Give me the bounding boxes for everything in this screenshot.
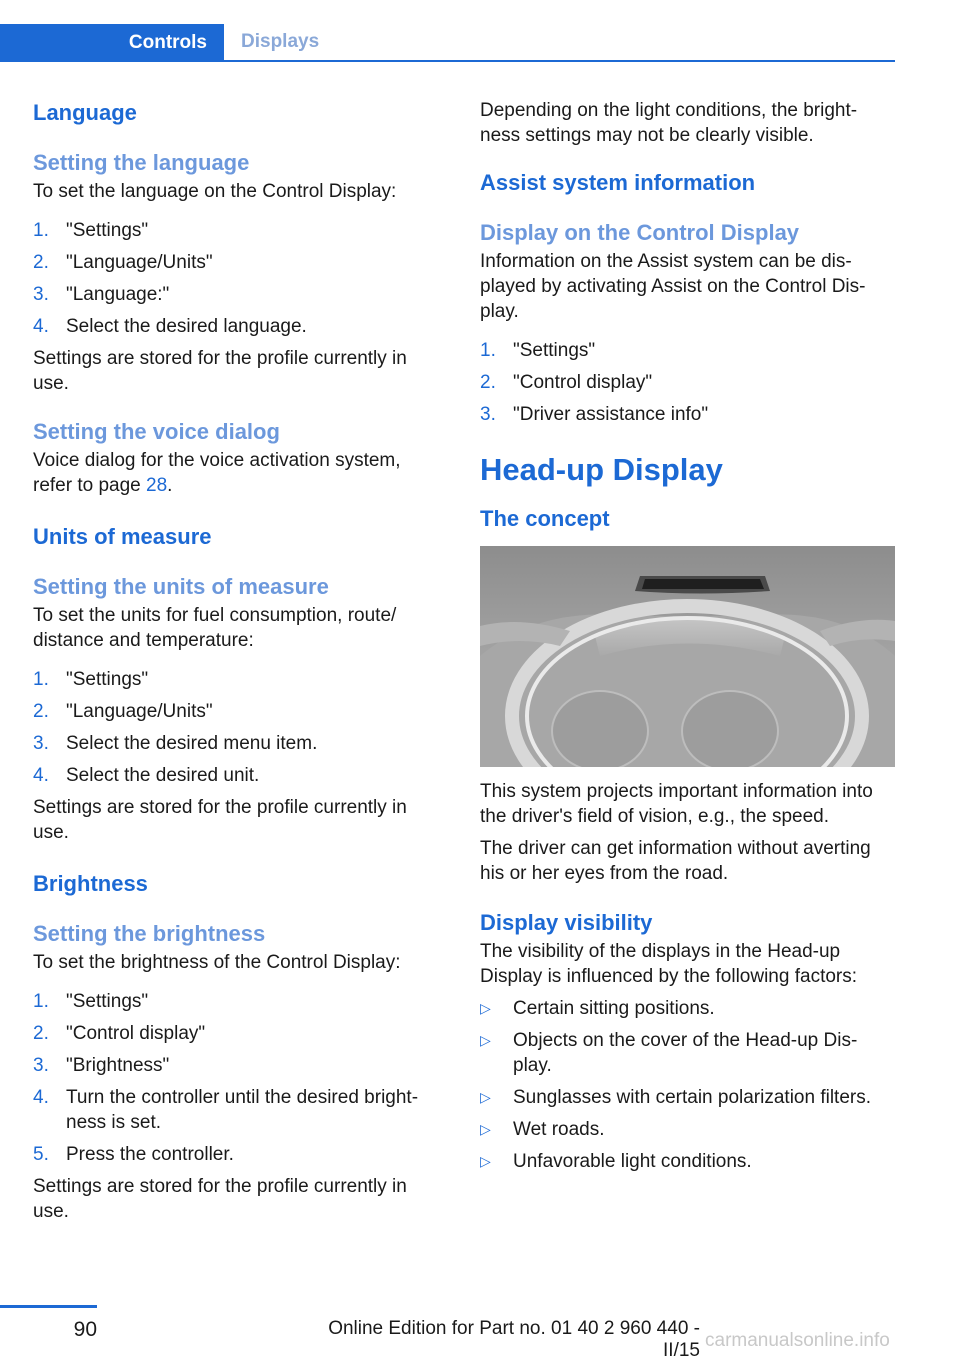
list-item [33, 763, 443, 788]
setting-units-heading: Setting the units of measure [33, 574, 329, 599]
step-number: 4. [33, 316, 49, 337]
list-item [33, 1085, 443, 1135]
hud-dashboard-image [480, 546, 895, 767]
step-text: "Settings" [66, 220, 149, 241]
list-item [33, 667, 443, 692]
step-text: Turn the controller until the desired bright‐ ness is set. [66, 1087, 419, 1133]
tab-controls[interactable]: Controls [0, 24, 224, 62]
factor-text: Unfavorable light conditions. [513, 1151, 752, 1172]
step-text: "Brightness" [66, 1055, 170, 1076]
units-steps [33, 667, 443, 788]
concept-text-2: The driver can get information without averting his or her eyes from the road. [480, 838, 871, 884]
concept-text-1: This system projects important information into the driver's field of vision, e.g., the speed. [480, 781, 873, 827]
hud-heading: Head-up Display [480, 452, 723, 487]
light-conditions-text: Depending on the light conditions, the bright‐ ness settings may not be clearly visible. [480, 100, 858, 146]
factor-text: Certain sitting positions. [513, 998, 715, 1019]
step-number: 1. [33, 669, 49, 690]
dashboard-illustration [480, 546, 895, 767]
brightness-intro: To set the brightness of the Control Display: [33, 952, 401, 973]
list-item [33, 989, 443, 1014]
setting-language-intro: To set the language on the Control Display: [33, 181, 397, 202]
tab-displays[interactable]: Displays [241, 31, 320, 52]
step-number: 4. [33, 765, 49, 786]
list-item [33, 314, 443, 339]
step-number: 5. [33, 1144, 49, 1165]
list-item [33, 282, 443, 307]
step-text: Select the desired language. [66, 316, 307, 337]
list-item [480, 996, 898, 1021]
list-item [33, 1142, 443, 1167]
footer-rule [0, 1305, 97, 1308]
list-item [33, 699, 443, 724]
list-item [33, 731, 443, 756]
page-number: 90 [73, 1318, 97, 1341]
list-item [480, 1085, 898, 1110]
list-item [480, 1117, 898, 1142]
step-number: 3. [33, 284, 49, 305]
assist-steps [480, 338, 898, 427]
step-text: Select the desired unit. [66, 765, 260, 786]
visibility-heading: Display visibility [480, 910, 653, 935]
assist-heading: Assist system information [480, 170, 756, 195]
setting-language-heading: Setting the language [33, 150, 250, 175]
triangle-bullet-icon: ▷ [480, 1089, 491, 1105]
voice-dialog-text: Voice dialog for the voice activation system, refer to page 28. [33, 450, 401, 496]
step-text: "Settings" [513, 340, 596, 361]
step-text: "Control display" [513, 372, 653, 393]
step-number: 2. [33, 252, 49, 273]
step-number: 4. [33, 1087, 49, 1108]
page-link[interactable]: 28 [146, 475, 168, 496]
step-number: 1. [480, 340, 496, 361]
language-note: Settings are stored for the profile currently in use. [33, 348, 407, 394]
voice-dialog-body: Voice dialog for the voice activation system, refer to page [33, 450, 401, 496]
step-number: 3. [480, 404, 496, 425]
step-number: 2. [480, 372, 496, 393]
factor-text: Sunglasses with certain polarization filters. [513, 1087, 872, 1108]
step-number: 1. [33, 991, 49, 1012]
triangle-bullet-icon: ▷ [480, 1121, 491, 1137]
brightness-steps [33, 989, 443, 1167]
step-text: "Control display" [66, 1023, 206, 1044]
units-note: Settings are stored for the profile currently in use. [33, 797, 407, 843]
step-text: "Language/Units" [66, 252, 213, 273]
step-text: "Language:" [66, 284, 170, 305]
assist-text: Information on the Assist system can be dis‐ played by activating Assist on the Control Dis‐ play. [480, 251, 866, 322]
right-column [480, 98, 898, 1181]
factor-text: Wet roads. [513, 1119, 605, 1140]
list-item [33, 1021, 443, 1046]
language-steps [33, 218, 443, 339]
list-item [33, 218, 443, 243]
list-item [480, 402, 898, 427]
list-item [480, 1028, 898, 1078]
brightness-note: Settings are stored for the profile currently in use. [33, 1176, 407, 1222]
triangle-bullet-icon: ▷ [480, 1000, 491, 1016]
concept-heading: The concept [480, 506, 610, 531]
display-cd-heading: Display on the Control Display [480, 220, 800, 245]
voice-dialog-heading: Setting the voice dialog [33, 419, 280, 444]
list-item [33, 1053, 443, 1078]
page-header [0, 24, 895, 62]
step-number: 3. [33, 1055, 49, 1076]
setting-brightness-heading: Setting the brightness [33, 921, 266, 946]
step-number: 1. [33, 220, 49, 241]
visibility-text: The visibility of the displays in the Head-up Display is influenced by the following factors: [480, 941, 858, 987]
visibility-factors [480, 996, 898, 1174]
step-number: 2. [33, 1023, 49, 1044]
step-text: Press the controller. [66, 1144, 234, 1165]
list-item [33, 250, 443, 275]
list-item [480, 1149, 898, 1174]
watermark: carmanualsonline.info [705, 1330, 890, 1351]
edition-text: Online Edition for Part no. 01 40 2 960 440 - II/15 [328, 1318, 700, 1361]
step-number: 2. [33, 701, 49, 722]
step-text: "Settings" [66, 991, 149, 1012]
units-intro: To set the units for fuel consumption, route/ distance and temperature: [33, 605, 397, 651]
step-text: "Language/Units" [66, 701, 213, 722]
units-heading: Units of measure [33, 524, 212, 549]
step-text: Select the desired menu item. [66, 733, 318, 754]
step-text: "Driver assistance info" [513, 404, 709, 425]
step-text: "Settings" [66, 669, 149, 690]
list-item [480, 370, 898, 395]
left-column [33, 98, 443, 1224]
step-number: 3. [33, 733, 49, 754]
triangle-bullet-icon: ▷ [480, 1153, 491, 1169]
list-item [480, 338, 898, 363]
language-heading: Language [33, 100, 137, 125]
factor-text: Objects on the cover of the Head-up Dis‐ play. [513, 1030, 858, 1076]
triangle-bullet-icon: ▷ [480, 1032, 491, 1048]
brightness-heading: Brightness [33, 871, 148, 896]
